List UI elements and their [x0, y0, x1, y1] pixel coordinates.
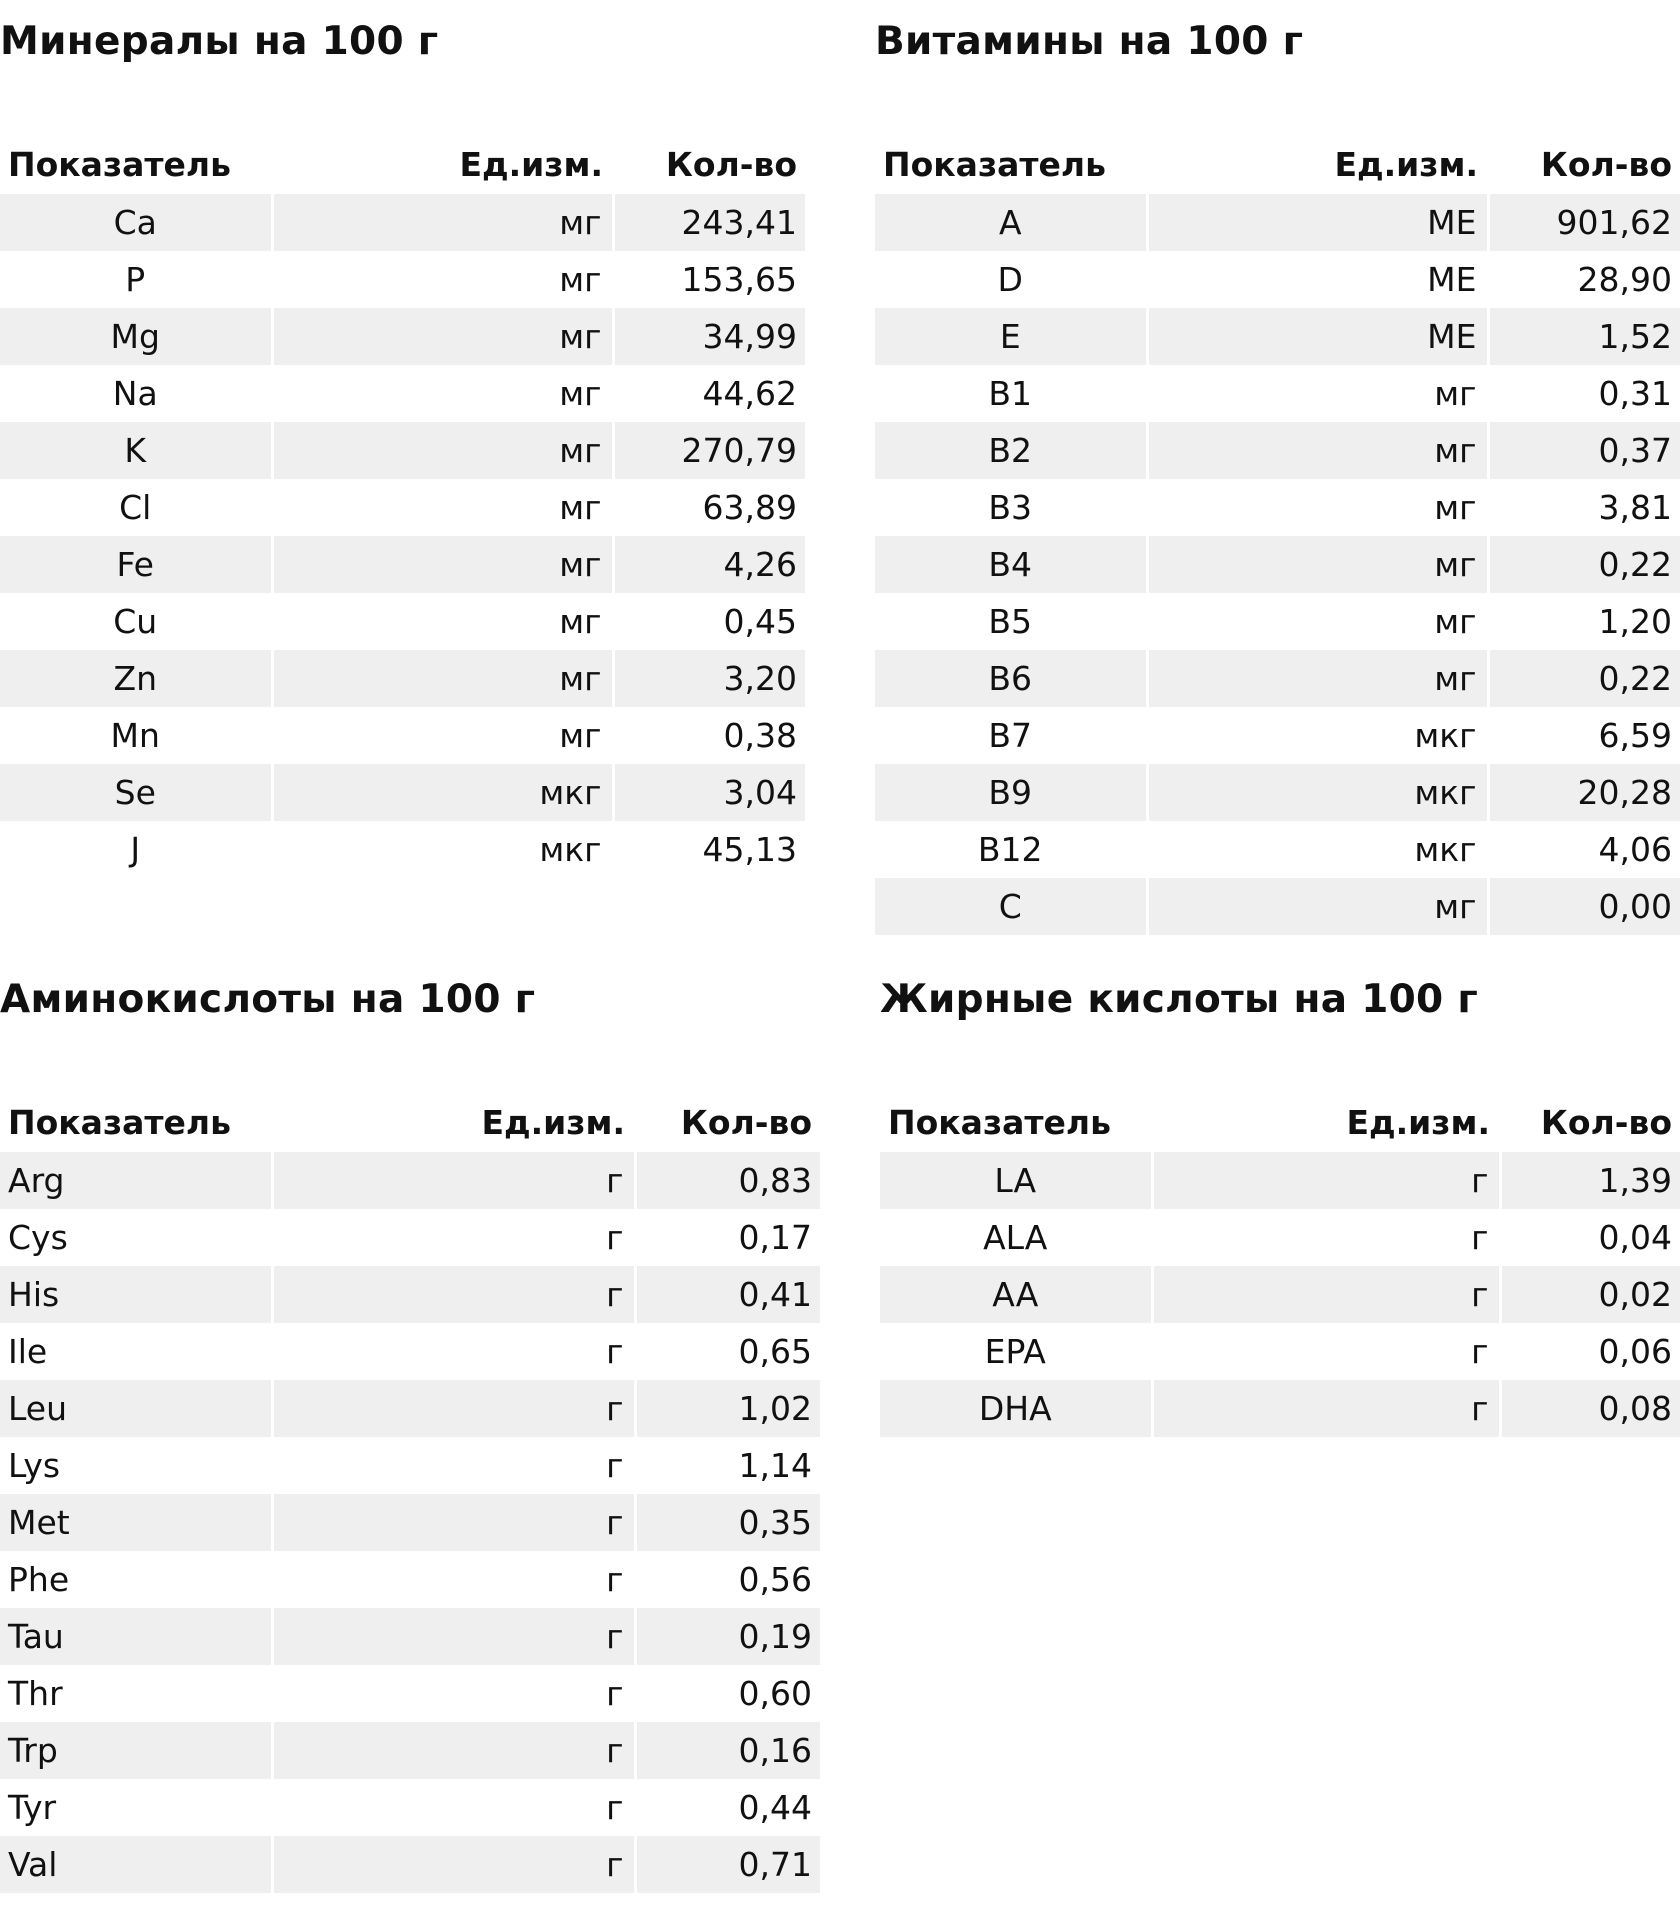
row-unit-cell: г — [272, 1779, 635, 1836]
table-row — [0, 1608, 820, 1665]
row-name-cell: Mg — [0, 308, 272, 365]
row-value-cell: 28,90 — [1577, 260, 1672, 299]
row-value-cell: 3,20 — [613, 650, 805, 707]
table-row — [0, 764, 805, 821]
row-name-cell: Phe — [0, 1551, 272, 1608]
header-name: Показатель — [8, 1102, 231, 1142]
table-row — [875, 251, 1680, 308]
row-unit-cell: мг — [272, 536, 613, 593]
row-name-cell: B2 — [875, 422, 1147, 479]
row-unit-cell: г — [272, 1209, 635, 1266]
row-name-cell: J — [0, 821, 272, 878]
header-value: Кол-во — [1540, 1102, 1672, 1142]
row-name-cell: E — [875, 308, 1147, 365]
row-unit-cell: мг — [272, 593, 613, 650]
row-value-cell: 34,99 — [613, 308, 805, 365]
row-value-cell: 0,41 — [635, 1266, 820, 1323]
row-unit-cell: мг — [1147, 365, 1488, 422]
row-unit-cell: г — [1152, 1380, 1500, 1437]
row-value-cell: 1,39 — [1500, 1152, 1680, 1209]
row-value-cell: 45,13 — [702, 830, 797, 869]
table-row — [875, 194, 1680, 251]
table-row — [0, 1779, 820, 1836]
table-row — [0, 308, 805, 365]
row-unit-cell: г — [272, 1437, 635, 1494]
row-unit-cell: МЕ — [1147, 194, 1488, 251]
amino-table — [0, 1092, 820, 1893]
table-row — [880, 1380, 1680, 1437]
row-unit-cell: мг — [1147, 536, 1488, 593]
row-value-cell: 0,22 — [1488, 650, 1680, 707]
row-unit-cell: мкг — [1147, 707, 1488, 764]
row-value-cell: 4,06 — [1598, 830, 1672, 869]
row-unit-cell: мг — [1147, 479, 1488, 536]
row-name-cell: Zn — [0, 650, 272, 707]
table-row — [0, 1665, 820, 1722]
table-row — [0, 1437, 820, 1494]
row-value-cell: 0,56 — [738, 1560, 812, 1599]
vitamins-table — [875, 134, 1680, 935]
row-value-cell: 3,81 — [1598, 488, 1672, 527]
header-unit: Ед.изм. — [481, 1102, 625, 1142]
header-unit: Ед.изм. — [1334, 144, 1478, 184]
minerals-table — [0, 134, 805, 878]
row-name-cell: LA — [880, 1152, 1152, 1209]
row-unit-cell: г — [272, 1722, 635, 1779]
header-unit: Ед.изм. — [459, 144, 603, 184]
row-name-cell: EPA — [880, 1323, 1152, 1380]
row-name-cell: His — [0, 1266, 272, 1323]
row-value-cell: 0,31 — [1598, 374, 1672, 413]
table-row — [0, 1836, 820, 1893]
table-row — [0, 1494, 820, 1551]
header-value: Кол-во — [1540, 144, 1672, 184]
table-row — [0, 1266, 820, 1323]
row-name-cell: B3 — [875, 479, 1147, 536]
table-row — [0, 479, 805, 536]
table-row — [0, 365, 805, 422]
row-name-cell: K — [0, 422, 272, 479]
row-unit-cell: г — [272, 1665, 635, 1722]
row-unit-cell: г — [1152, 1152, 1500, 1209]
row-unit-cell: г — [272, 1494, 635, 1551]
row-name-cell: B6 — [875, 650, 1147, 707]
row-name-cell: Trp — [0, 1722, 272, 1779]
row-name-cell: Met — [0, 1494, 272, 1551]
row-name-cell: Cys — [0, 1209, 272, 1266]
row-unit-cell: г — [272, 1380, 635, 1437]
row-unit-cell: г — [272, 1152, 635, 1209]
table-row — [0, 1323, 820, 1380]
row-value-cell: 0,04 — [1598, 1218, 1672, 1257]
header-name: Показатель — [8, 144, 231, 184]
row-value-cell: 0,35 — [635, 1494, 820, 1551]
table-header-row — [0, 1092, 820, 1152]
row-value-cell: 0,19 — [635, 1608, 820, 1665]
fatty-table — [880, 1092, 1680, 1437]
table-row — [0, 1551, 820, 1608]
row-value-cell: 0,38 — [723, 716, 797, 755]
row-unit-cell: г — [1152, 1266, 1500, 1323]
table-row — [880, 1152, 1680, 1209]
minerals-title: Минералы на 100 г — [0, 19, 439, 64]
row-value-cell: 0,71 — [635, 1836, 820, 1893]
minerals-panel — [0, 14, 805, 869]
table-row — [0, 1722, 820, 1779]
fatty-panel — [880, 972, 1680, 1428]
table-row — [0, 1209, 820, 1266]
row-name-cell: Mn — [0, 707, 272, 764]
row-name-cell: C — [875, 878, 1147, 935]
row-value-cell: 0,16 — [635, 1722, 820, 1779]
row-value-cell: 63,89 — [702, 488, 797, 527]
row-name-cell: P — [0, 251, 272, 308]
row-unit-cell: мг — [272, 251, 613, 308]
row-name-cell: Tau — [0, 1608, 272, 1665]
row-name-cell: Ca — [0, 194, 272, 251]
row-value-cell: 270,79 — [613, 422, 805, 479]
table-row — [875, 764, 1680, 821]
amino-title: Аминокислоты на 100 г — [0, 977, 536, 1022]
row-unit-cell: МЕ — [1147, 308, 1488, 365]
row-name-cell: B12 — [875, 821, 1147, 878]
row-unit-cell: г — [272, 1608, 635, 1665]
table-row — [875, 593, 1680, 650]
row-value-cell: 0,08 — [1500, 1380, 1680, 1437]
row-unit-cell: мг — [272, 422, 613, 479]
row-unit-cell: г — [1152, 1323, 1500, 1380]
table-row — [0, 650, 805, 707]
row-name-cell: ALA — [880, 1209, 1152, 1266]
fatty-title: Жирные кислоты на 100 г — [880, 977, 1479, 1022]
row-value-cell: 0,02 — [1500, 1266, 1680, 1323]
row-name-cell: Na — [0, 365, 272, 422]
row-name-cell: B5 — [875, 593, 1147, 650]
row-value-cell: 0,00 — [1488, 878, 1680, 935]
row-unit-cell: мг — [272, 365, 613, 422]
header-name: Показатель — [888, 1102, 1111, 1142]
row-value-cell: 1,52 — [1488, 308, 1680, 365]
table-row — [0, 251, 805, 308]
row-name-cell: Thr — [0, 1665, 272, 1722]
table-row — [0, 707, 805, 764]
table-row — [875, 878, 1680, 935]
row-unit-cell: мг — [272, 650, 613, 707]
row-unit-cell: мг — [1147, 422, 1488, 479]
row-unit-cell: мг — [272, 308, 613, 365]
table-row — [0, 422, 805, 479]
row-value-cell: 901,62 — [1488, 194, 1680, 251]
vitamins-panel — [875, 14, 1680, 926]
row-unit-cell: мкг — [272, 764, 613, 821]
row-value-cell: 1,14 — [738, 1446, 812, 1485]
header-unit: Ед.изм. — [1346, 1102, 1490, 1142]
row-value-cell: 243,41 — [613, 194, 805, 251]
row-value-cell: 0,83 — [635, 1152, 820, 1209]
row-value-cell: 1,20 — [1598, 602, 1672, 641]
table-row — [875, 536, 1680, 593]
row-value-cell: 0,22 — [1488, 536, 1680, 593]
row-name-cell: B7 — [875, 707, 1147, 764]
row-unit-cell: мг — [272, 479, 613, 536]
row-unit-cell: г — [272, 1266, 635, 1323]
table-header-row — [0, 134, 805, 194]
row-unit-cell: МЕ — [1147, 251, 1488, 308]
row-name-cell: Tyr — [0, 1779, 272, 1836]
header-value: Кол-во — [680, 1102, 812, 1142]
row-name-cell: Se — [0, 764, 272, 821]
row-value-cell: 0,44 — [738, 1788, 812, 1827]
table-row — [0, 593, 805, 650]
row-name-cell: Arg — [0, 1152, 272, 1209]
row-name-cell: Val — [0, 1836, 272, 1893]
row-name-cell: A — [875, 194, 1147, 251]
table-row — [875, 707, 1680, 764]
vitamins-title: Витамины на 100 г — [875, 19, 1304, 64]
row-unit-cell: мг — [1147, 593, 1488, 650]
row-value-cell: 0,45 — [723, 602, 797, 641]
row-unit-cell: мг — [1147, 650, 1488, 707]
row-value-cell: 0,65 — [738, 1332, 812, 1371]
row-unit-cell: мг — [1147, 878, 1488, 935]
table-row — [0, 821, 805, 878]
row-name-cell: Leu — [0, 1380, 272, 1437]
row-value-cell: 1,02 — [635, 1380, 820, 1437]
row-name-cell: B1 — [875, 365, 1147, 422]
row-unit-cell: г — [272, 1836, 635, 1893]
row-unit-cell: г — [1152, 1209, 1500, 1266]
table-row — [880, 1209, 1680, 1266]
row-unit-cell: мкг — [1147, 821, 1488, 878]
row-name-cell: Ile — [0, 1323, 272, 1380]
table-row — [0, 1380, 820, 1437]
row-unit-cell: мг — [272, 707, 613, 764]
row-name-cell: Lys — [0, 1437, 272, 1494]
table-row — [0, 1152, 820, 1209]
row-name-cell: AA — [880, 1266, 1152, 1323]
row-value-cell: 153,65 — [681, 260, 797, 299]
row-unit-cell: г — [272, 1323, 635, 1380]
amino-panel — [0, 972, 820, 1884]
row-name-cell: D — [875, 251, 1147, 308]
table-row — [875, 479, 1680, 536]
table-row — [875, 365, 1680, 422]
table-row — [0, 536, 805, 593]
table-row — [875, 821, 1680, 878]
table-header-row — [880, 1092, 1680, 1152]
row-value-cell: 3,04 — [613, 764, 805, 821]
row-value-cell: 20,28 — [1488, 764, 1680, 821]
row-value-cell: 0,60 — [738, 1674, 812, 1713]
row-unit-cell: г — [272, 1551, 635, 1608]
header-value: Кол-во — [665, 144, 797, 184]
table-row — [875, 650, 1680, 707]
row-name-cell: Cl — [0, 479, 272, 536]
header-name: Показатель — [883, 144, 1106, 184]
row-value-cell: 44,62 — [702, 374, 797, 413]
table-row — [880, 1323, 1680, 1380]
row-name-cell: B4 — [875, 536, 1147, 593]
table-header-row — [875, 134, 1680, 194]
row-name-cell: B9 — [875, 764, 1147, 821]
row-name-cell: Fe — [0, 536, 272, 593]
row-name-cell: Cu — [0, 593, 272, 650]
row-unit-cell: мкг — [1147, 764, 1488, 821]
row-value-cell: 6,59 — [1598, 716, 1672, 755]
row-unit-cell: мг — [272, 194, 613, 251]
table-row — [0, 194, 805, 251]
row-name-cell: DHA — [880, 1380, 1152, 1437]
row-value-cell: 4,26 — [613, 536, 805, 593]
row-value-cell: 0,06 — [1598, 1332, 1672, 1371]
row-value-cell: 0,17 — [738, 1218, 812, 1257]
row-unit-cell: мкг — [272, 821, 613, 878]
table-row — [875, 422, 1680, 479]
table-row — [880, 1266, 1680, 1323]
row-value-cell: 0,37 — [1488, 422, 1680, 479]
table-row — [875, 308, 1680, 365]
